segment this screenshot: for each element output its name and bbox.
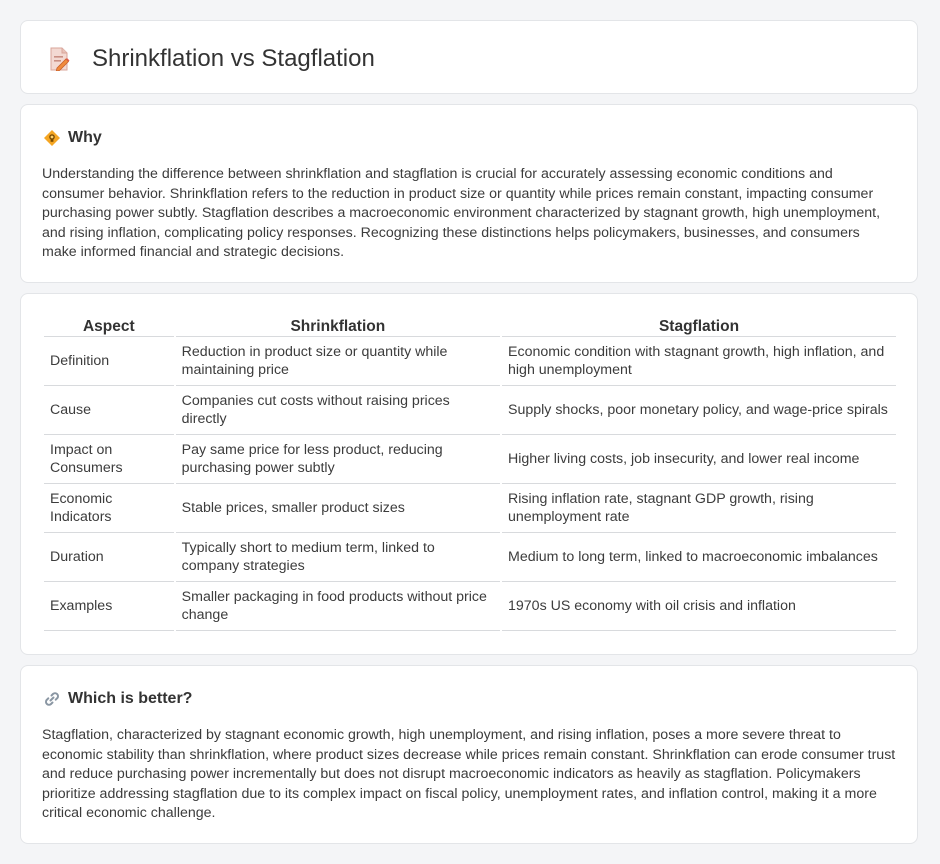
better-heading: [43, 688, 192, 710]
shrinkflation-cell: Stable prices, smaller product sizes: [176, 484, 500, 533]
table-row: [44, 582, 896, 631]
better-body: Stagflation, characterized by stagnant economic growth, high unemployment, and rising inflation, poses a more severe threat to economic stability than shrinkflation, where product sizes decrease while prices remain constant. Shrinkflation can erode consumer trust and reduce purchasing power incrementally but does not disrupt macroeconomic indicators as heavily as stagflation. Policymakers prioritize addressing stagflation due to its complex impact on fiscal policy, unemployment rates, and inflation control, making it a more critical economic challenge.: [42, 727, 896, 822]
column-header-aspect: Aspect: [44, 316, 174, 337]
stagflation-cell: Economic condition with stagnant growth, high inflation, and high unemployment: [502, 337, 896, 386]
column-header-stagflation: Stagflation: [502, 316, 896, 337]
aspect-cell: Economic Indicators: [44, 484, 174, 533]
stagflation-cell: Supply shocks, poor monetary policy, and wage-price spirals: [502, 386, 896, 435]
table-row: [44, 337, 896, 386]
aspect-cell: Cause: [44, 386, 174, 435]
table-row: [44, 386, 896, 435]
why-heading: [43, 127, 102, 149]
comparison-table: [42, 316, 898, 631]
shrinkflation-cell: Pay same price for less product, reducing purchasing power subtly: [176, 435, 500, 484]
shrinkflation-cell: Typically short to medium term, linked to company strategies: [176, 533, 500, 582]
comparison-section: [20, 293, 918, 655]
link-icon: [43, 690, 61, 708]
stagflation-cell: Rising inflation rate, stagnant GDP growth, rising unemployment rate: [502, 484, 896, 533]
table-header-row: [44, 316, 896, 337]
shrinkflation-cell: Smaller packaging in food products without price change: [176, 582, 500, 631]
why-section: [20, 104, 918, 283]
aspect-cell: Duration: [44, 533, 174, 582]
aspect-cell: Examples: [44, 582, 174, 631]
table-row: [44, 533, 896, 582]
page-title: Shrinkflation vs Stagflation: [92, 45, 375, 72]
table-row: [44, 435, 896, 484]
aspect-cell: Impact on Consumers: [44, 435, 174, 484]
why-body: Understanding the difference between shrinkflation and stagflation is crucial for accurately assessing economic conditions and consumer behavior. Shrinkflation refers to the reduction in product size or quantity while prices remain constant, impacting consumer purchasing power subtly. Stagflation describes a macroeconomic environment characterized by stagnant growth, high unemployment, and rising inflation, complicating policy responses. Recognizing these distinctions helps policymakers, businesses, and consumers make informed financial and strategic decisions.: [42, 166, 881, 261]
document-edit-icon: [48, 47, 70, 71]
stagflation-cell: Higher living costs, job insecurity, and lower real income: [502, 435, 896, 484]
column-header-shrinkflation: Shrinkflation: [176, 316, 500, 337]
shrinkflation-cell: Companies cut costs without raising prices directly: [176, 386, 500, 435]
aspect-cell: Definition: [44, 337, 174, 386]
table-row: [44, 484, 896, 533]
better-title: Which is better?: [68, 690, 193, 707]
bulb-diamond-icon: [43, 129, 61, 147]
stagflation-cell: 1970s US economy with oil crisis and inflation: [502, 582, 896, 631]
title-card: [20, 20, 918, 94]
why-title: Why: [68, 129, 102, 146]
shrinkflation-cell: Reduction in product size or quantity while maintaining price: [176, 337, 500, 386]
which-is-better-section: [20, 665, 918, 844]
stagflation-cell: Medium to long term, linked to macroeconomic imbalances: [502, 533, 896, 582]
